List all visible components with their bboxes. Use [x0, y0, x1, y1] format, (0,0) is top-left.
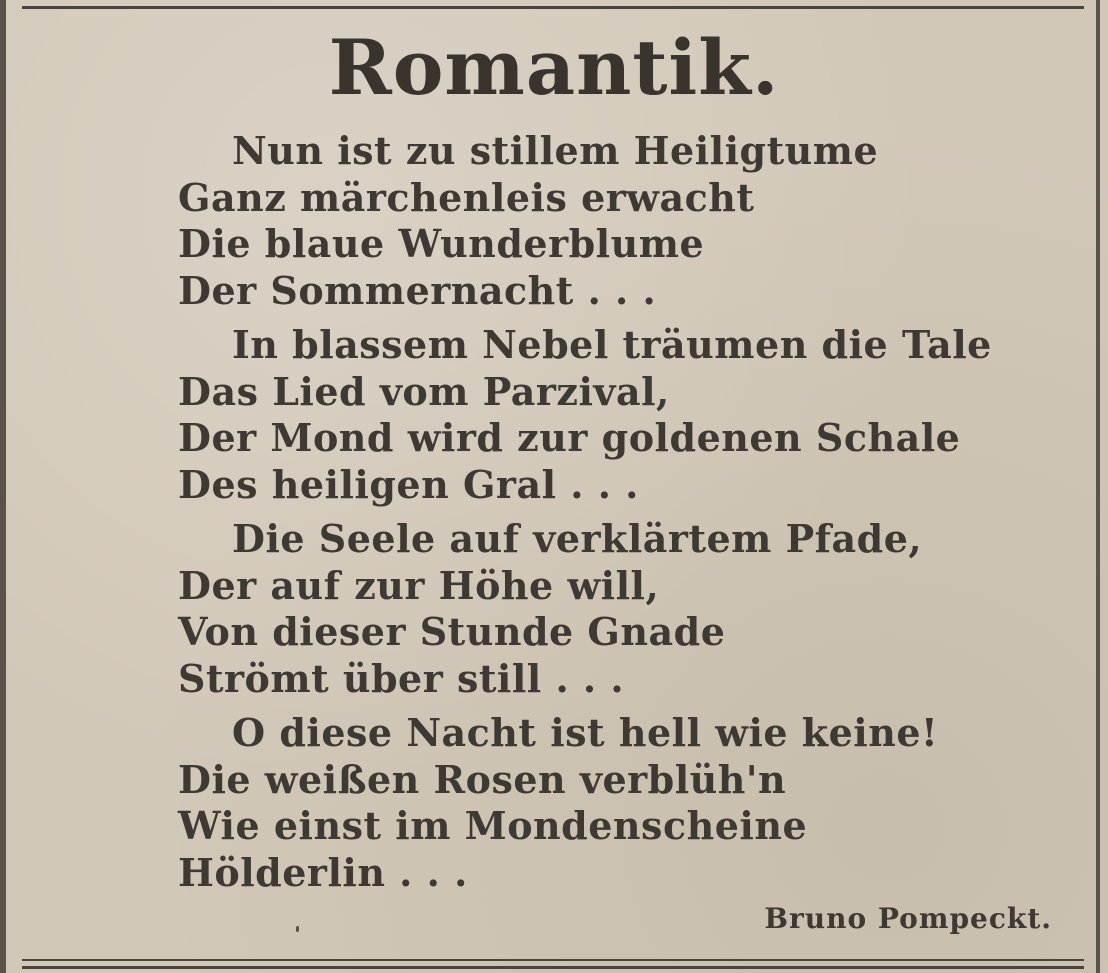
right-border — [1096, 0, 1100, 973]
stanza-3 — [178, 516, 1078, 702]
left-border — [0, 0, 6, 973]
poem-line: Von dieser Stunde Gnade — [178, 609, 726, 654]
poem-line: Der auf zur Höhe will, — [178, 562, 660, 608]
poem-line: Strömt über still . . . — [178, 655, 625, 701]
stanza-1 — [178, 128, 1078, 314]
author-signature: Bruno Pompeckt. — [764, 902, 1052, 935]
stanza-2 — [178, 322, 1078, 508]
poem-line: Der Mond wird zur goldenen Schale — [178, 415, 961, 460]
ink-speck — [296, 926, 299, 932]
top-rule — [22, 6, 1084, 9]
poem-line: Die Seele auf verklärtem Pfade, — [232, 516, 923, 561]
stanza-gap — [178, 508, 1078, 516]
poem-title: Romantik. — [328, 23, 780, 112]
stanza-gap — [178, 702, 1078, 710]
bottom-rule-thick — [22, 966, 1084, 969]
poem-line: Wie einst im Mondenscheine — [178, 803, 808, 848]
poem-line: O diese Nacht ist hell wie keine! — [232, 710, 939, 755]
poem-body — [178, 128, 1078, 896]
poem-line: Des heiligen Gral . . . — [178, 461, 639, 507]
poem-line: Das Lied vom Parzival, — [178, 368, 670, 414]
poem-line: Die weißen Rosen verblüh'n — [178, 756, 787, 802]
poem-line: Ganz märchenleis erwacht — [178, 174, 755, 220]
stanza-4 — [178, 710, 1078, 896]
poem-line: Hölderlin . . . — [178, 849, 468, 895]
poem-line: Nun ist zu stillem Heiligtume — [232, 128, 879, 173]
poem-line: In blassem Nebel träumen die Tale — [232, 322, 992, 367]
bottom-rule — [22, 959, 1084, 961]
poem-line: Die blaue Wunderblume — [178, 221, 705, 266]
poem-line: Der Sommernacht . . . — [178, 267, 657, 313]
stanza-gap — [178, 314, 1078, 322]
